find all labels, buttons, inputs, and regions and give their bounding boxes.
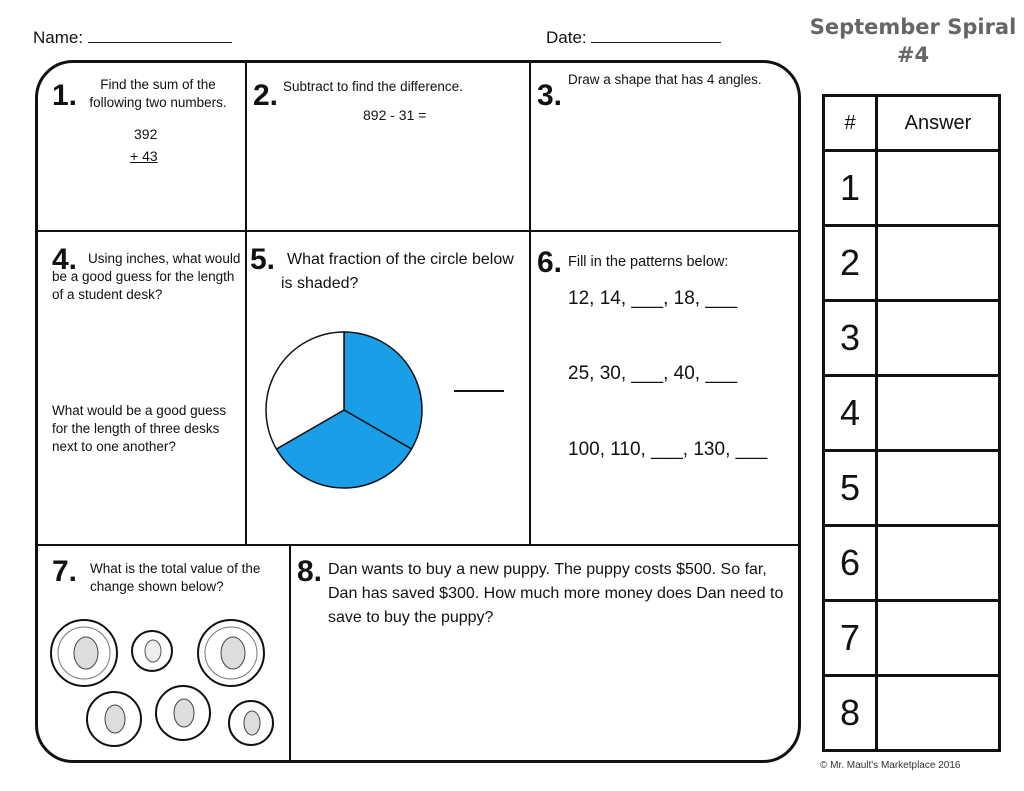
q3-text: Draw a shape that has 4 angles. bbox=[568, 72, 762, 87]
answer-row-number: 2 bbox=[824, 226, 877, 301]
name-blank[interactable] bbox=[88, 42, 232, 43]
copyright-footer: © Mr. Mault's Marketplace 2016 bbox=[820, 760, 961, 771]
table-row bbox=[824, 601, 1000, 676]
table-row bbox=[824, 151, 1000, 226]
answer-cell[interactable] bbox=[877, 526, 1000, 601]
row-divider-1 bbox=[38, 230, 801, 232]
table-row bbox=[824, 376, 1000, 451]
q6-text: Fill in the patterns below: bbox=[568, 254, 729, 270]
coin-quarter-2 bbox=[198, 620, 264, 686]
q1-text: Find the sum of the following two numbers. bbox=[89, 77, 227, 110]
answer-row-number: 4 bbox=[824, 376, 877, 451]
answer-cell[interactable] bbox=[877, 601, 1000, 676]
answer-row-number: 5 bbox=[824, 451, 877, 526]
pattern-2: 25, 30, ___, 40, ___ bbox=[568, 363, 738, 384]
q6-number: 6. bbox=[537, 246, 563, 279]
table-row bbox=[824, 226, 1000, 301]
answer-header-answer: Answer bbox=[877, 96, 1000, 151]
name-label: Name: bbox=[33, 28, 84, 47]
pattern-3: 100, 110, ___, 130, ___ bbox=[568, 439, 768, 460]
q2-expression: 892 - 31 = bbox=[363, 107, 427, 123]
q7-text: What is the total value of the change shown below? bbox=[90, 561, 261, 594]
coin-dime-1 bbox=[132, 631, 172, 671]
q4-number: 4. bbox=[52, 243, 78, 276]
coin-penny-1 bbox=[229, 701, 273, 745]
date-field[interactable] bbox=[546, 28, 721, 48]
answer-cell[interactable] bbox=[877, 376, 1000, 451]
answer-table-header bbox=[824, 96, 1000, 151]
col-divider-b bbox=[529, 63, 531, 545]
row-divider-2 bbox=[38, 544, 801, 546]
coin-nickel-1 bbox=[87, 692, 141, 746]
answer-cell[interactable] bbox=[877, 226, 1000, 301]
q2-text: Subtract to find the difference. bbox=[283, 79, 463, 94]
date-blank[interactable] bbox=[591, 42, 721, 43]
q3-number: 3. bbox=[537, 79, 563, 112]
coin-quarter-1 bbox=[51, 620, 117, 686]
q8-number: 8. bbox=[297, 555, 323, 588]
pattern-1: 12, 14, ___, 18, ___ bbox=[568, 288, 738, 309]
coin-nickel-2 bbox=[156, 686, 210, 740]
table-row bbox=[824, 301, 1000, 376]
table-row bbox=[824, 526, 1000, 601]
q5-number: 5. bbox=[250, 243, 276, 276]
col-divider-c bbox=[289, 545, 291, 763]
answer-row-number: 6 bbox=[824, 526, 877, 601]
title-line-1: September Spiral bbox=[809, 15, 1017, 39]
title-line-2: #4 bbox=[896, 43, 930, 67]
q2-number: 2. bbox=[253, 79, 279, 112]
table-row bbox=[824, 451, 1000, 526]
answer-row-number: 7 bbox=[824, 601, 877, 676]
date-label: Date: bbox=[546, 28, 587, 47]
q4-text-a: Using inches, what would be a good guess for the length of a student desk? bbox=[52, 251, 241, 302]
answer-row-number: 8 bbox=[824, 676, 877, 751]
answer-table bbox=[822, 94, 1001, 752]
answer-cell[interactable] bbox=[877, 151, 1000, 226]
q5-text: What fraction of the circle below is shaded? bbox=[281, 251, 514, 292]
question-frame bbox=[35, 60, 801, 763]
col-divider-a bbox=[245, 63, 247, 545]
q7-number: 7. bbox=[52, 555, 78, 588]
q1-addend-1: 392 bbox=[134, 126, 158, 142]
answer-cell[interactable] bbox=[877, 451, 1000, 526]
fraction-circle bbox=[262, 328, 426, 492]
answer-cell[interactable] bbox=[877, 301, 1000, 376]
answer-header-num: # bbox=[824, 96, 877, 151]
coins-illustration bbox=[48, 613, 283, 753]
answer-cell[interactable] bbox=[877, 676, 1000, 751]
answer-row-number: 3 bbox=[824, 301, 877, 376]
worksheet-title bbox=[808, 13, 1018, 69]
q5-answer-blank[interactable] bbox=[454, 390, 504, 392]
q4-text-b: What would be a good guess for the length of three desks next to one another? bbox=[52, 403, 227, 454]
answer-row-number: 1 bbox=[824, 151, 877, 226]
q1-number: 1. bbox=[52, 79, 78, 112]
pie-slices bbox=[266, 332, 422, 488]
q8-text: Dan wants to buy a new puppy. The puppy costs $500. So far, Dan has saved $300. How much more money does Dan need to save to buy the puppy? bbox=[328, 561, 784, 626]
table-row bbox=[824, 676, 1000, 751]
q1-addend-2: + 43 bbox=[130, 148, 158, 164]
name-field[interactable] bbox=[33, 28, 232, 48]
